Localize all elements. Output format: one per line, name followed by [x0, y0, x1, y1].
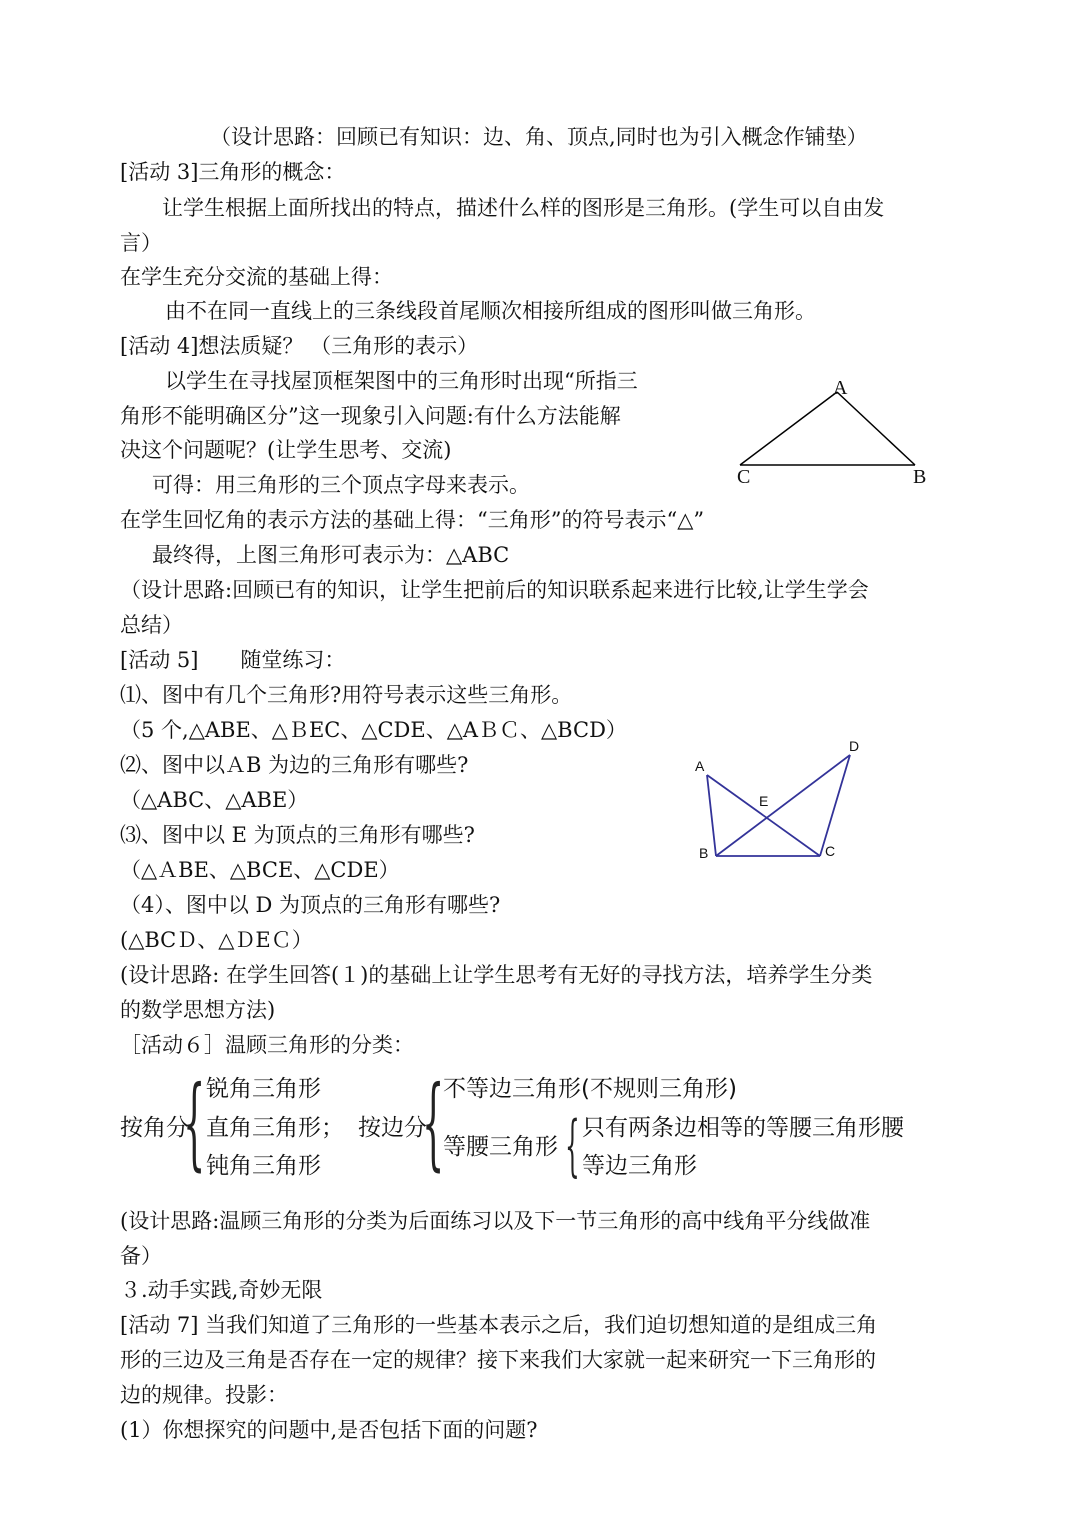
by-angle-label: 按角分: [120, 1115, 189, 1141]
vertex-label-a: A: [833, 377, 848, 399]
figure-label-a: A: [695, 758, 705, 774]
triangle-definition: 由不在同一直线上的三条线段首尾顺次相接所组成的图形叫做三角形。: [165, 299, 816, 323]
paragraph-line: 让学生根据上面所找出的特点，描述什么样的图形是三角形。(学生可以自由发: [162, 196, 885, 220]
design-note-2: （设计思路:回顾已有的知识，让学生把前后的知识联系起来进行比较,让学生学会: [120, 578, 869, 602]
exercise-3: ⑶、图中以 E 为顶点的三角形有哪些?: [120, 823, 475, 847]
question-1: (1）你想探究的问题中,是否包括下面的问题?: [120, 1418, 538, 1442]
acute-triangle: 锐角三角形: [206, 1076, 321, 1102]
exercise-4-answer: (△BCＤ、△ＤEＣ）: [120, 928, 313, 952]
vertex-label-b: B: [913, 466, 927, 488]
design-note-2-cont: 总结）: [120, 613, 183, 637]
paragraph-line: 最终得，上图三角形可表示为：△ABC: [152, 543, 510, 567]
paragraph-line: 言）: [120, 231, 162, 255]
paragraph-line: 决这个问题呢？(让学生思考、交流): [120, 438, 452, 462]
activity-3-heading: [活动 3]三角形的概念：: [120, 160, 346, 184]
activity-7-text: [活动 7] 当我们知道了三角形的一些基本表示之后，我们迫切想知道的是组成三角: [120, 1313, 878, 1337]
right-triangle: 直角三角形；: [206, 1115, 344, 1141]
activity-7-text: 形的三边及三角是否存在一定的规律？接下来我们大家就一起来研究一下三角形的: [120, 1348, 876, 1372]
angle-brace: {: [183, 1064, 206, 1181]
section-3-heading: ３.动手实践,奇妙无限: [120, 1278, 323, 1302]
exercise-figure: [707, 755, 850, 856]
figure-label-d: D: [849, 738, 860, 754]
vertex-label-c: C: [737, 466, 751, 488]
equilateral-triangle: 等边三角形: [582, 1153, 697, 1179]
paragraph-line: 可得：用三角形的三个顶点字母来表示。: [152, 473, 530, 497]
figure-label-e: E: [759, 793, 769, 809]
activity-7-text: 边的规律。投影：: [120, 1383, 288, 1407]
paragraph-line: 角形不能明确区分”这一现象引入问题:有什么方法能解: [120, 404, 621, 428]
activity-4-heading: [活动 4]想法质疑？ （三角形的表示）: [120, 334, 479, 358]
side-brace: {: [422, 1064, 445, 1181]
paragraph-line: 以学生在寻找屋顶框架图中的三角形时出现“所指三: [165, 369, 638, 393]
exercise-1-answer: （5 个,△ABE、△ＢEC、△CDE、△AＢＣ、△BCD）: [120, 718, 627, 742]
design-note-3-cont: 的数学思想方法): [120, 998, 276, 1022]
exercise-4: （4）、图中以 D 为顶点的三角形有哪些?: [120, 893, 501, 917]
obtuse-triangle: 钝角三角形: [206, 1153, 321, 1179]
figure-label-c: C: [825, 843, 836, 859]
paragraph-line: 在学生充分交流的基础上得：: [120, 265, 393, 289]
design-note-4: (设计思路:温顾三角形的分类为后面练习以及下一节三角形的高中线角平分线做准: [120, 1209, 871, 1233]
isosceles-triangle: 等腰三角形: [443, 1134, 558, 1160]
isosceles-brace: {: [565, 1107, 580, 1184]
scalene-triangle: 不等边三角形(不规则三角形): [443, 1076, 737, 1102]
isosceles-only-two-sides: 只有两条边相等的等腰三角形腰: [582, 1115, 904, 1141]
exercise-2: ⑵、图中以ＡB 为边的三角形有哪些?: [120, 753, 469, 777]
activity-5-heading: [活动 5] 随堂练习：: [120, 648, 346, 672]
exercise-2-answer: （△ABC、△ABE）: [120, 788, 309, 812]
activity-6-heading: ［活动６］温顾三角形的分类：: [120, 1033, 414, 1057]
design-note-4-cont: 备）: [120, 1244, 162, 1268]
design-note-3: (设计思路: 在学生回答(１)的基础上让学生思考有无好的寻找方法，培养学生分类: [120, 963, 873, 987]
by-side-label: 按边分: [358, 1115, 427, 1141]
exercise-3-answer: （△ＡBE、△BCE、△CDE）: [120, 858, 400, 882]
figure-label-b: B: [699, 845, 709, 861]
design-note-1: （设计思路：回顾已有知识：边、角、顶点,同时也为引入概念作铺垫）: [210, 125, 868, 149]
paragraph-line: 在学生回忆角的表示方法的基础上得：“三角形”的符号表示“△”: [120, 508, 705, 532]
exercise-1: ⑴、图中有几个三角形?用符号表示这些三角形。: [120, 683, 573, 707]
